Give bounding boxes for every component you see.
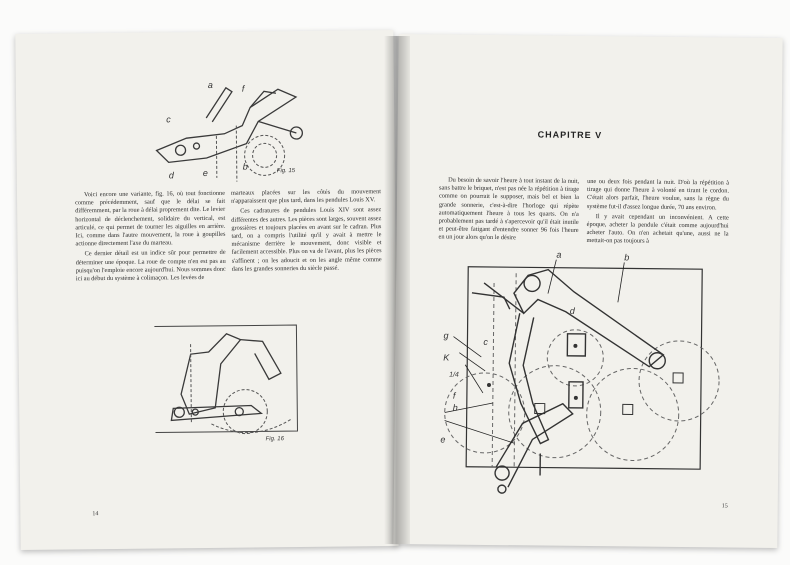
- fig15-label-f: f: [241, 83, 245, 94]
- right-col2-paragraph-1: une ou deux fois pendant la nuit. D'où la répétition à tirage qui donne l'heure à volonté en tirant le cordon. C'était alors parfait, l'heure voulue, sans la règne du système fut-il d'assez longue durée, 70 ans environ.: [586, 177, 730, 211]
- right-column-2: [586, 178, 729, 249]
- fig15-label-e: e: [202, 167, 208, 179]
- left-col1-paragraph-1: Voici encore une variante, fig. 16, où tout fonctionne comme précédemment, sauf que le délai se fait différemment, par la roue à délai proprement dite. Le levier horizontal de déclenchement, solidaire du vertical, est articulé, ce qui permet de tourner les aiguilles en arrière. Ici, comme dans l'autre mouvement, la roue à goupilles actionne directement l'axe du marteau.: [75, 189, 226, 248]
- left-page-number: 14: [92, 511, 99, 518]
- figure-label-k: K: [443, 352, 450, 363]
- left-column-2: [231, 188, 382, 276]
- figure-grande-sonnerie: [422, 249, 715, 505]
- left-col1-paragraph-2: Ce dernier détail est un indice sûr pour permettre de déterminer une époque. La roue de compte n'en est pas au puisqu'on l'emploie encore aujourd'hui. Nous sommes donc ici au début du système à colimaçon. Les levées de: [75, 249, 226, 283]
- right-column-1: [438, 176, 579, 245]
- figure-16: [150, 323, 301, 445]
- figure-label-quarter: 1/4: [449, 371, 459, 379]
- figure-label-c: c: [483, 336, 489, 347]
- right-page: [393, 34, 782, 548]
- figure-label-e: e: [440, 434, 446, 445]
- figure-label-d: d: [569, 305, 575, 316]
- left-column-1: [75, 190, 226, 286]
- left-col2-paragraph-1: marteaux placées sur les côtés du mouvement n'apparaissent que plus tard, dans les pendules Louis XV.: [230, 188, 382, 205]
- fig15-label-c: c: [166, 114, 171, 125]
- figure-15: [146, 77, 317, 199]
- left-page: [15, 30, 398, 550]
- open-book: [18, 30, 780, 550]
- right-col2-paragraph-2: Il y avait cependant un inconvénient. A cette époque, acheter la pendule c'était comme aujourd'hui acheter l'auto. On n'en achetait qu'une, aussi ne la mettait-on pas toujours à: [586, 212, 729, 246]
- figure-label-h: h: [452, 402, 458, 413]
- figure-16-caption: Fig. 16: [265, 436, 284, 443]
- figure-15-caption: Fig. 15: [276, 168, 296, 175]
- figure-label-f: f: [452, 390, 456, 401]
- left-col2-paragraph-2: Ces cadratures de pendules Louis XIV sont assez différentes des autres. Les pièces sont larges, souvent assez grossières et toujours placées en avant sur le cadran. Plus tard, on a compris l'utilité qu'il y avait à mettre le mécanisme derrière le mouvement, donc visible et facilement accessible. Plus on va de l'avant, plus les pièces s'affinent ; on les adoucit et on les angle même comme dans les grandes sonneries du siècle passé.: [231, 206, 382, 273]
- fig15-label-b: b: [242, 161, 248, 172]
- figure-label-b: b: [624, 252, 630, 263]
- book-gutter: [384, 36, 410, 544]
- fig15-label-a: a: [207, 79, 213, 90]
- right-page-number: 15: [721, 503, 728, 510]
- chapter-title: CHAPITRE V: [537, 129, 603, 141]
- right-col1-paragraph-1: Du besoin de savoir l'heure à tout instant de la nuit, sans battre le briquet, n'est pas née la répétition à tirage comme on pourrait le supposer, mais bel et bien la grande sonnerie, c'est-à-dire l'horloge qui répète automatiquement l'heure à tous les quarts. On n'a probablement pas tardé à s'apercevoir qu'il était inutile et peut-être fatigant d'entendre sonner 96 fois l'heure en un jour alors qu'on le désire: [438, 176, 580, 242]
- fig15-label-d: d: [168, 170, 174, 181]
- figure-label-a: a: [556, 249, 562, 260]
- figure-label-g: g: [443, 330, 449, 341]
